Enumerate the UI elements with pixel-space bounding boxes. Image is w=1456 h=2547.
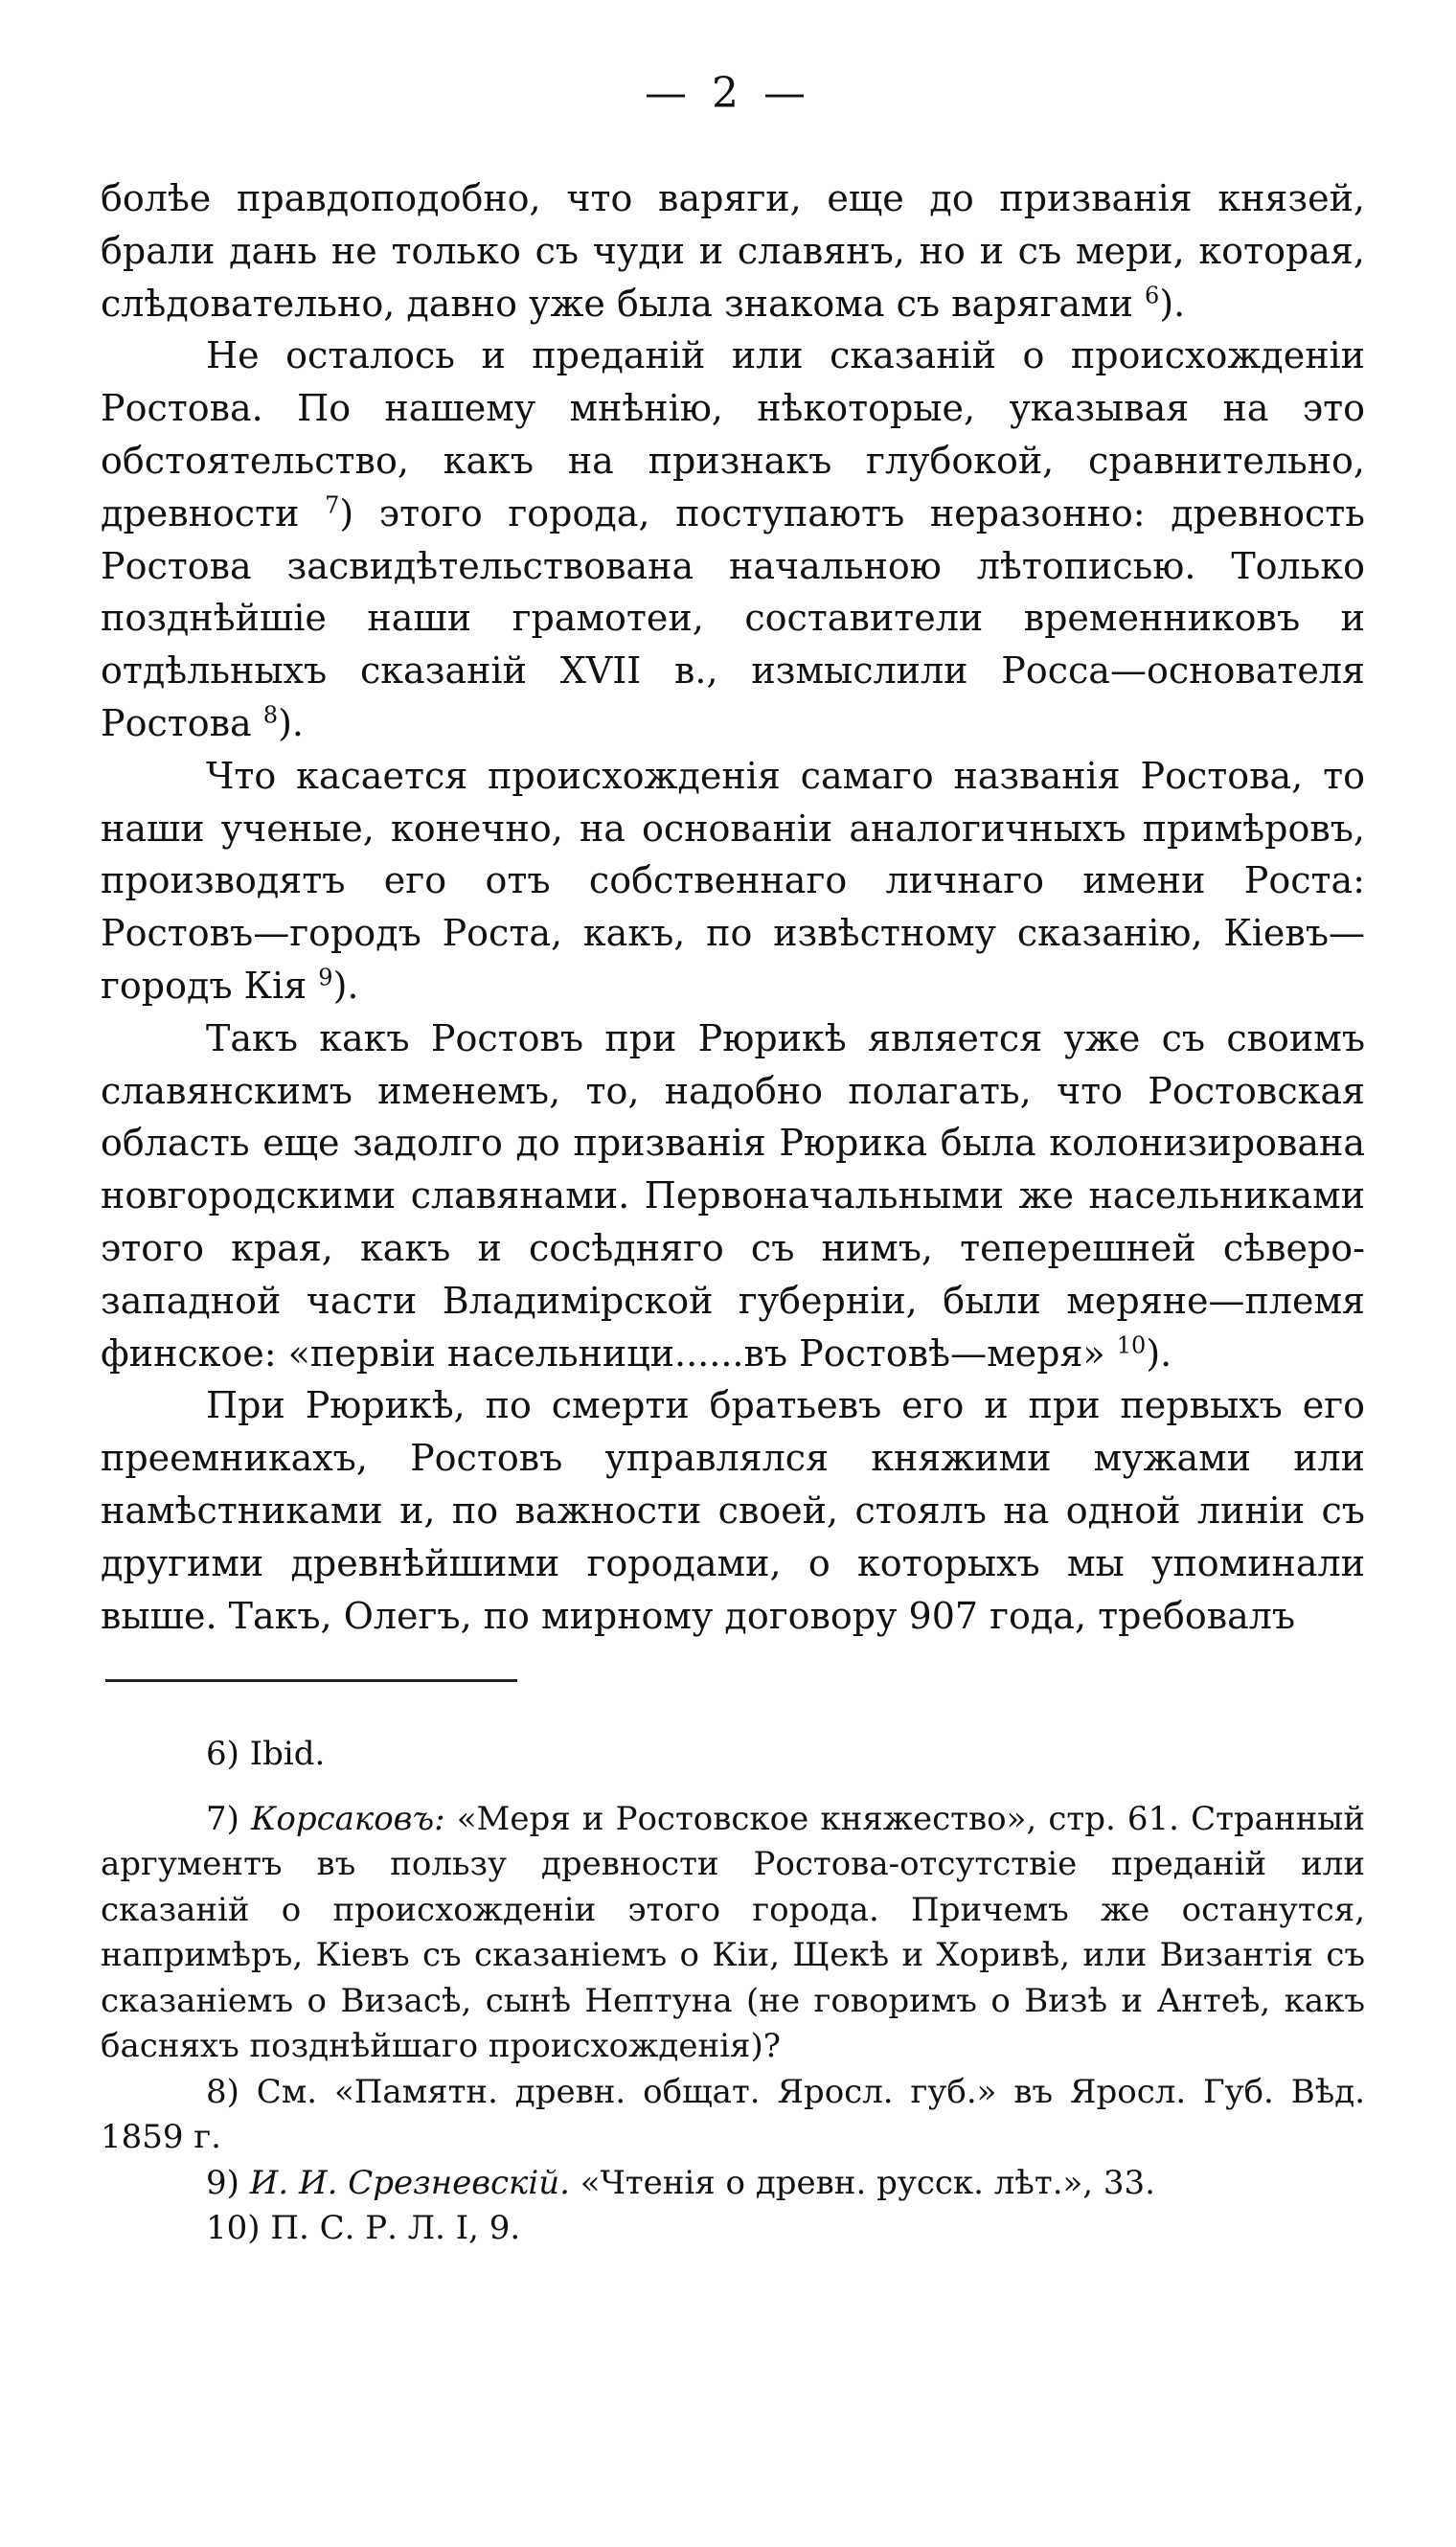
footnote-9 — [101, 2161, 1365, 2207]
paragraph-2-mid: ) этого города, поступаютъ неразонно: древность Ростова засвидѣтельствована начальною лѣтописью. Только позднѣйшіе наши грамотеи, составители временниковъ и отдѣльныхъ сказаній XVII в., измыслили Росса—основателя Ростова — [101, 491, 1365, 744]
footnote-ref-9[interactable]: 9 — [318, 964, 333, 991]
main-text — [101, 172, 1365, 1642]
paragraph-2-end: ). — [278, 701, 304, 744]
footnote-9-number: 9) — [206, 2163, 250, 2202]
paragraph-3-end: ). — [332, 964, 359, 1007]
page-number: — 2 — — [645, 69, 811, 118]
footnote-ref-8[interactable]: 8 — [262, 701, 279, 729]
footnote-7 — [101, 1797, 1365, 2070]
footnote-9-text: «Чтенія о древн. русск. лѣт.», 33. — [569, 2163, 1155, 2202]
footnote-10: 10) П. С. Р. Л. I, 9. — [206, 2209, 521, 2247]
footnote-ref-10[interactable]: 10 — [1116, 1330, 1147, 1358]
paragraph-1 — [101, 172, 1365, 330]
paragraph-5: При Рюрикѣ, по смерти братьевъ его и при первыхъ его преемникахъ, Ростовъ управлялся княжими мужами или намѣстниками и, по важности своей, стоялъ на одной линіи съ другими древнѣйшими городами, о которыхъ мы упоминали выше. Такъ, Олегъ, по мирному договору 907 года, требовалъ — [101, 1384, 1365, 1637]
paragraph-1-text: болѣе правдоподобно, что варяги, еще до призванія князей, брали дань не только съ чуди и славянъ, но и съ мери, которая, слѣдовательно, давно уже была знакома съ варягами — [101, 177, 1365, 325]
footnote-ref-6[interactable]: 6 — [1145, 281, 1160, 308]
footnote-7-number: 7) — [206, 1799, 252, 1838]
paragraph-2-text: Не осталось и преданій или сказаній о происхожденіи Ростова. По нашему мнѣнію, нѣкоторые, указывая на это обстоятельство, какъ на признакъ глубокой, сравнительно, древности — [101, 334, 1365, 534]
footnote-8: 8) См. «Памятн. древн. общат. Яросл. губ.» въ Яросл. Губ. Вѣд. 1859 г. — [101, 2072, 1365, 2156]
paragraph-3-text: Что касается происхожденія самаго названія Ростова, то наши ученые, конечно, на основаніи аналогичныхъ примѣровъ, производятъ его отъ собственнаго личнаго имени Роста: Ростовъ—городъ Роста, какъ, по извѣстному сказанію, Кіевъ—городъ Кія — [101, 754, 1365, 1007]
paragraph-2 — [101, 330, 1365, 749]
footnote-divider — [105, 1679, 517, 1682]
paragraph-4-end: ). — [1146, 1331, 1172, 1375]
paragraph-3 — [101, 750, 1365, 1012]
footnote-9-author: И. И. Срезневскій. — [249, 2163, 570, 2202]
footnote-6: 6) Ibid. — [206, 1735, 326, 1773]
footnotes — [101, 1732, 1365, 2252]
paragraph-4 — [101, 1012, 1365, 1380]
footnote-gap — [101, 1778, 1365, 1797]
footnote-ref-7[interactable]: 7 — [325, 491, 340, 519]
footnote-7-text: «Меря и Ростовское княжество», стр. 61. Странный аргументъ въ пользу древности Ростова-отсутствіе преданій или сказаній о происхожденіи этого города. Причемъ же останутся, напримѣръ, Кіевъ съ сказаніемъ о Кіи, Щекѣ и Хоривѣ, или Византія съ сказаніемъ о Визасѣ, сынѣ Нептуна (не говоримъ о Визѣ и Антеѣ, какъ басняхъ позднѣйшаго происхожденія)? — [101, 1799, 1365, 2065]
paragraph-4-text: Такъ какъ Ростовъ при Рюрикѣ является уже съ своимъ славянскимъ именемъ, то, надобно полагать, что Ростовская область еще задолго до призванія Рюрика была колонизирована новгородскими славянами. Первоначальными же насельниками этого края, какъ и сосѣдняго съ нимъ, теперешней сѣверо-западной части Владимірской губерніи, были меряне—племя финское: «первіи насельници......въ Ростовѣ—меря» — [101, 1016, 1365, 1375]
paragraph-1-end: ). — [1159, 282, 1186, 325]
footnote-7-author: Корсаковъ: — [251, 1799, 445, 1838]
